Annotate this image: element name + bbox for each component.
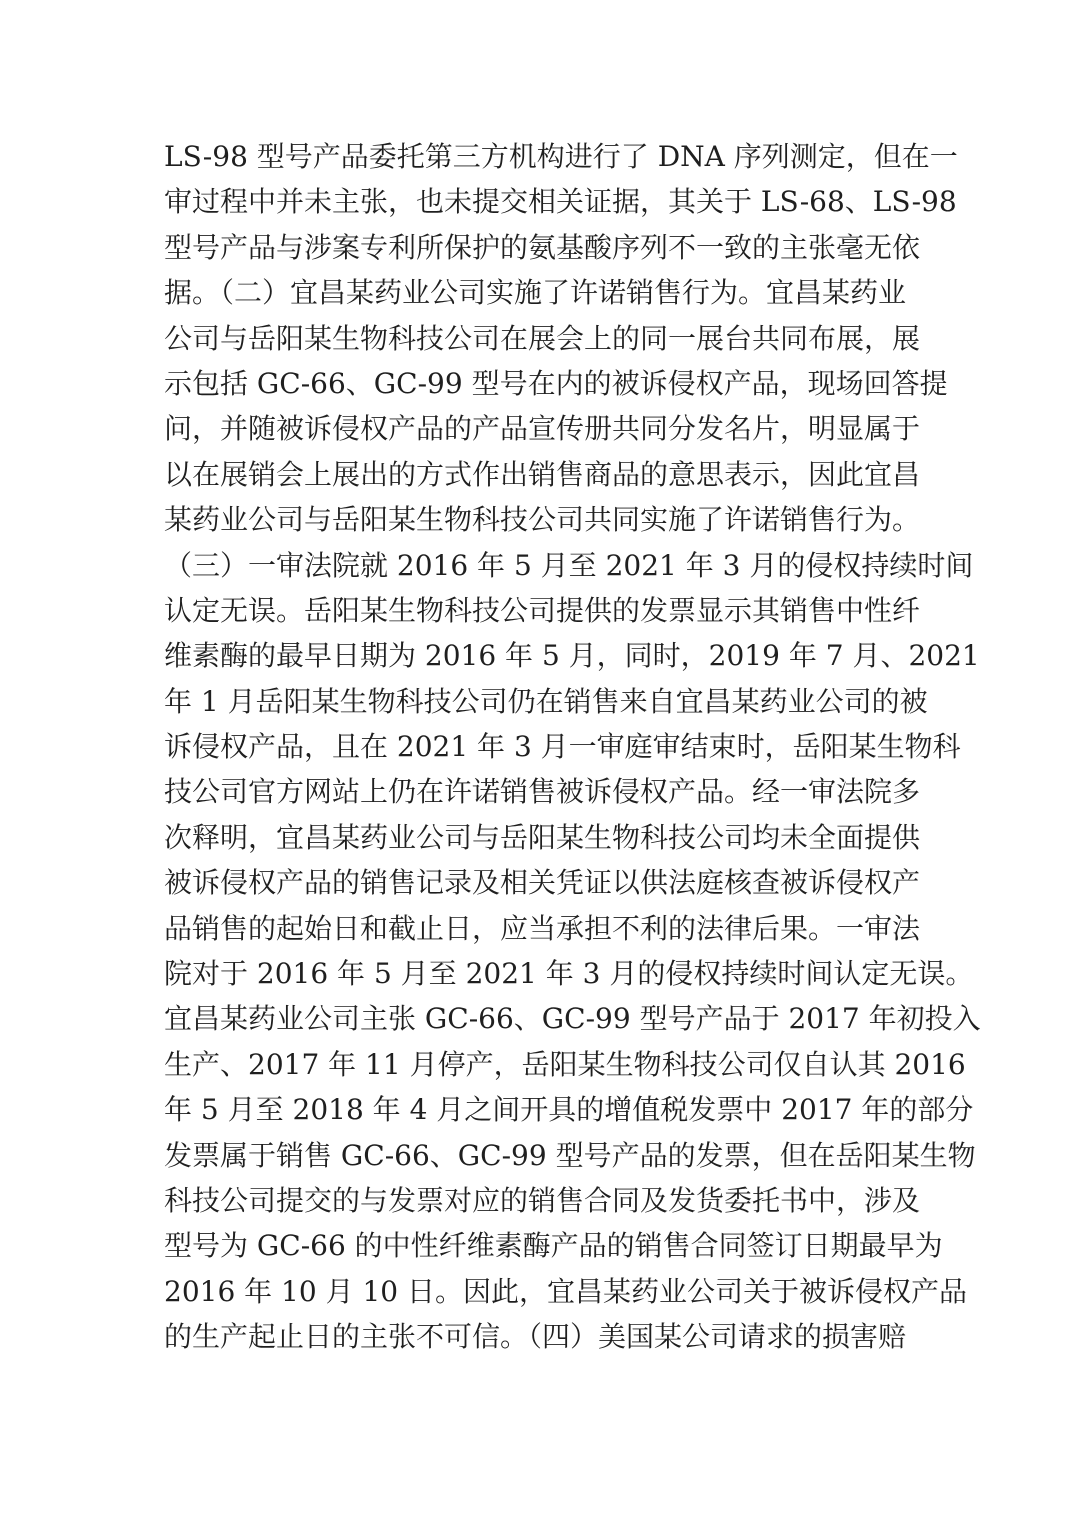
text-line: 品销售的起始日和截止日，应当承担不利的法律后果。一审法: [164, 911, 921, 945]
text-line: 被诉侵权产品的销售记录及相关凭证以供法庭核查被诉侵权产: [164, 866, 921, 900]
text-line: 示包括 GC-66、GC-99 型号在内的被诉侵权产品，现场回答提: [164, 366, 948, 400]
text-line: 诉侵权产品，且在 2021 年 3 月一审庭审结束时，岳阳某生物科: [164, 730, 961, 764]
text-line: （三）一审法院就 2016 年 5 月至 2021 年 3 月的侵权持续时间: [164, 548, 974, 582]
text-line: 年 5 月至 2018 年 4 月之间开具的增值税发票中 2017 年的部分: [164, 1093, 974, 1127]
text-line: 问，并随被诉侵权产品的产品宣传册共同分发名片，明显属于: [164, 412, 921, 446]
text-line: 公司与岳阳某生物科技公司在展会上的同一展台共同布展，展: [164, 321, 921, 355]
text-line: 次释明，宜昌某药业公司与岳阳某生物科技公司均未全面提供: [164, 820, 921, 854]
text-line: 院对于 2016 年 5 月至 2021 年 3 月的侵权持续时间认定无误。: [164, 957, 974, 991]
text-line: 型号产品与涉案专利所保护的氨基酸序列不一致的主张毫无依: [164, 230, 921, 264]
text-line: LS-98 型号产品委托第三方机构进行了 DNA 序列测定，但在一: [164, 140, 958, 173]
text-line: 审过程中并未主张，也未提交相关证据，其关于 LS-68、LS-98: [164, 185, 957, 219]
text-line: 2016 年 10 月 10 日。因此，宜昌某药业公司关于被诉侵权产品: [164, 1274, 968, 1308]
text-line: 据。（二）宜昌某药业公司实施了许诺销售行为。宜昌某药业: [164, 276, 907, 310]
text-line: 年 1 月岳阳某生物科技公司仍在销售来自宜昌某药业公司的被: [164, 684, 928, 718]
text-line: 维素酶的最早日期为 2016 年 5 月，同时，2019 年 7 月、2021: [164, 639, 980, 673]
text-line: 生产、2017 年 11 月停产，岳阳某生物科技公司仅自认其 2016: [164, 1047, 966, 1081]
body-text: [164, 134, 981, 1360]
text-line: 科技公司提交的与发票对应的销售合同及发货委托书中，涉及: [164, 1183, 921, 1217]
text-line: 认定无误。岳阳某生物科技公司提供的发票显示其销售中性纤: [164, 593, 921, 627]
text-line: 以在展销会上展出的方式作出销售商品的意思表示，因此宜昌: [164, 457, 921, 491]
text-line: 发票属于销售 GC-66、GC-99 型号产品的发票，但在岳阳某生物: [164, 1138, 976, 1172]
text-line: 技公司官方网站上仍在许诺销售被诉侵权产品。经一审法院多: [164, 775, 921, 809]
text-line: 宜昌某药业公司主张 GC-66、GC-99 型号产品于 2017 年初投入: [164, 1002, 981, 1036]
text-line: 的生产起止日的主张不可信。（四）美国某公司请求的损害赔: [164, 1320, 907, 1354]
text-line: 某药业公司与岳阳某生物科技公司共同实施了许诺销售行为。: [164, 503, 921, 537]
text-line: 型号为 GC-66 的中性纤维素酶产品的销售合同签订日期最早为: [164, 1229, 943, 1263]
